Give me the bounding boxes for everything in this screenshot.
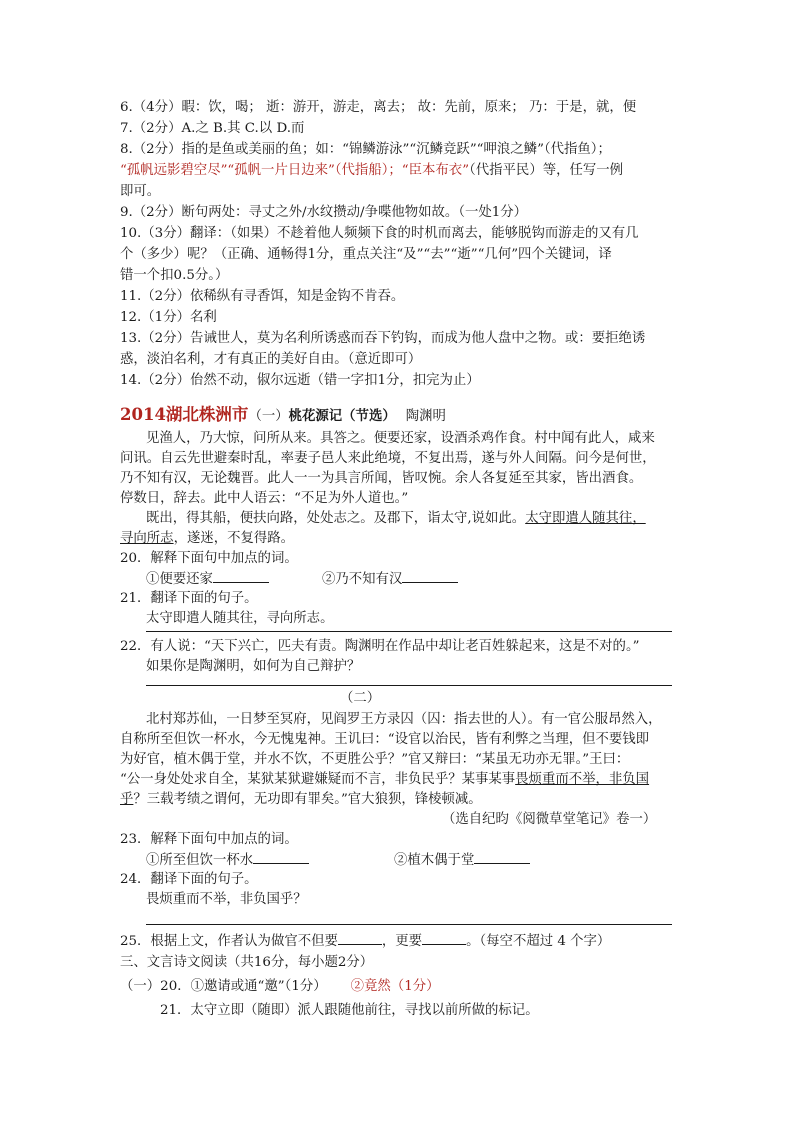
question-21-sentence: 太守即遣人随其往，寻向所志。 (146, 611, 334, 626)
passage-two-line1: 北村郑苏仙，一日梦至冥府，见阎罗王方录囚（囚：指去世的人）。有一官公服昂然入， (146, 712, 662, 727)
passage-two-line5 (120, 790, 482, 809)
question-23-item1 (146, 850, 309, 870)
question-20-item2 (322, 569, 458, 589)
passage-one-line4: 停数日，辞去。此中人语云：“不足为外人道也。” (120, 491, 409, 506)
passage-one-underlined-b: 寻向所志 (120, 531, 174, 546)
answer-20-part1: （一）20．①邀请或通“邀”（1分） (120, 979, 327, 994)
answer-blank[interactable] (402, 569, 458, 583)
question-24-sentence: 畏烦重而不举，非负国乎？ (146, 892, 307, 907)
answer-q10-line1: 10.（3分）翻译：（如果）不趁着他人频频下食的时机而离去，能够脱钩而游走的又有几 (120, 226, 639, 241)
question-22-line2: 如果你是陶渊明，如何为自己辩护？ (146, 659, 361, 674)
question-25-part3: 。（每空不超过 4 个字） (466, 934, 611, 949)
section-part: （一） (248, 409, 289, 424)
answer-q8-line3: 即可。 (120, 184, 161, 199)
passage-one-tail: ，遂迷，不复得路。 (173, 531, 295, 546)
answer-q10-line3: 错一个扣0.5分。） (120, 268, 229, 283)
passage-author: 陶渊明 (405, 409, 446, 424)
passage-two-line4-plain: “公一身处处求自全，某狱某狱避嫌疑而不言，非负民乎？某事某事 (120, 772, 516, 787)
question-25-part2: ，更要 (381, 934, 423, 949)
passage-one-line2: 问讯。自云先世避秦时乱，率妻子邑人来此绝境，不复出焉，遂与外人间隔。问今是何世， (120, 451, 656, 466)
question-21: 21．翻译下面的句子。 (120, 591, 258, 606)
passage-two-heading: （二） (340, 691, 381, 706)
answers-header: 三、文言诗文阅读（共16分，每小题2分） (120, 955, 374, 970)
passage-title: 桃花源记（节选） (288, 408, 396, 424)
answer-q8-red-examples: “孤帆远影碧空尽”“孤帆一片日边来”（代指船）；“臣本布衣” (120, 163, 470, 178)
answer-20-part2: ②竟然（1分） (350, 979, 440, 994)
question-20: 20．解释下面句中加点的词。 (120, 551, 298, 566)
passage-two-line3: 为好官，植木偶于堂，并水不饮，不更胜公乎？”官又辩曰：“某虽无功亦无罪。”王曰： (120, 752, 630, 767)
passage-one-line1: 见渔人，乃大惊，问所从来。具答之。便要还家，设酒杀鸡作食。村中闻有此人，咸来 (146, 431, 655, 446)
passage-one-plain: 既出，得其船，便扶向路，处处志之。及郡下，诣太守,说如此。 (146, 511, 526, 526)
passage-one-line3: 乃不知有汉，无论魏晋。此人一一为具言所闻，皆叹惋。余人各复延至其家，皆出酒食。 (120, 471, 643, 486)
answer-q8-line1: 8.（2分）指的是鱼或美丽的鱼；如：“锦鳞游泳”“沉鳞竞跃”“呷浪之鳞”（代指鱼）； (120, 142, 611, 157)
question-23-item2 (394, 850, 530, 870)
question-22-line1: 22．有人说：“天下兴亡，匹夫有责。陶渊明在作品中却让老百姓躲起来，这是不对的。” (120, 639, 640, 654)
question-20-item1 (146, 569, 269, 589)
question-25 (120, 931, 610, 951)
answer-q11: 11.（2分）依稀纵有寻香饵，知是金钩不肯吞。 (120, 289, 405, 304)
answer-q9: 9.（2分）断句两处：寻丈之外/水纹攒动/争喋他物如故。（一处1分） (120, 205, 528, 220)
answer-line (146, 924, 672, 925)
section-year-place: 2014湖北株洲市 (120, 405, 249, 424)
answer-q7: 7.（2分）A.之 B.其 C.以 D.而 (120, 121, 305, 136)
passage-two-line5-plain: ？三载考绩之谓何，无功即有罪矣。”官大狼狈，锋棱顿减。 (133, 792, 482, 807)
answer-blank[interactable] (338, 931, 382, 945)
section-title (120, 404, 446, 428)
answer-q14: 14.（2分）佁然不动，俶尔远逝（错一字扣1分，扣完为止） (120, 373, 480, 388)
question-20-item1-text: ①便要还家 (146, 572, 213, 587)
question-23-item1-text: ①所至但饮一杯水 (146, 853, 254, 868)
answer-blank[interactable] (213, 569, 269, 583)
answer-q8-tail: （代指平民）等，任写一例 (469, 163, 624, 178)
passage-two-line4 (120, 770, 649, 789)
answer-q12: 12.（1分）名利 (120, 310, 217, 325)
answer-q8-line2 (120, 161, 623, 180)
answer-blank[interactable] (474, 850, 530, 864)
question-23: 23．解释下面句中加点的词。 (120, 832, 298, 847)
answer-blank[interactable] (253, 850, 309, 864)
answer-21: 21．太守立即（随即）派人跟随他前往，寻找以前所做的标记。 (160, 1003, 539, 1018)
passage-two-source: （选自纪昀《阅微草堂笔记》卷一） (442, 812, 657, 827)
passage-one-underlined-a: 太守即遣人随其往， (525, 511, 646, 526)
question-24: 24．翻译下面的句子。 (120, 872, 258, 887)
answer-line (146, 631, 672, 632)
passage-one-line5 (146, 509, 646, 528)
answer-q13-line2: 惑，淡泊名利，才有真正的美好自由。（意近即可） (120, 352, 422, 367)
passage-two-line4-underlined: 畏烦重而不举，非负国 (515, 772, 650, 787)
passage-two-line2: 自称所至但饮一杯水，今无愧鬼神。王讥曰：“设官以治民，皆有利弊之当理，但不要钱即 (120, 732, 650, 747)
answer-blank[interactable] (422, 931, 466, 945)
answer-line (146, 685, 672, 686)
passage-two-line5-underlined: 乎 (120, 792, 134, 807)
answer-q6: 6.（4分）暇：饮，喝； 逝：游开，游走，离去； 故：先前，原来； 乃：于是，就，便 (120, 100, 637, 115)
answer-q10-line2: 个（多少）呢？（正确、通畅得1分，重点关注“及”“去”“逝”“几何”四个关键词，译 (120, 247, 612, 262)
question-20-item2-text: ②乃不知有汉 (322, 572, 403, 587)
passage-one-line6 (120, 529, 294, 548)
question-23-item2-text: ②植木偶于堂 (394, 853, 475, 868)
answer-q13-line1: 13.（2分）告诫世人，莫为名利所诱惑而吞下钓钩，而成为他人盘中之物。或：要拒绝诱 (120, 331, 646, 346)
answer-20-line (120, 977, 440, 996)
question-25-part1: 25．根据上文，作者认为做官不但要 (120, 934, 338, 949)
